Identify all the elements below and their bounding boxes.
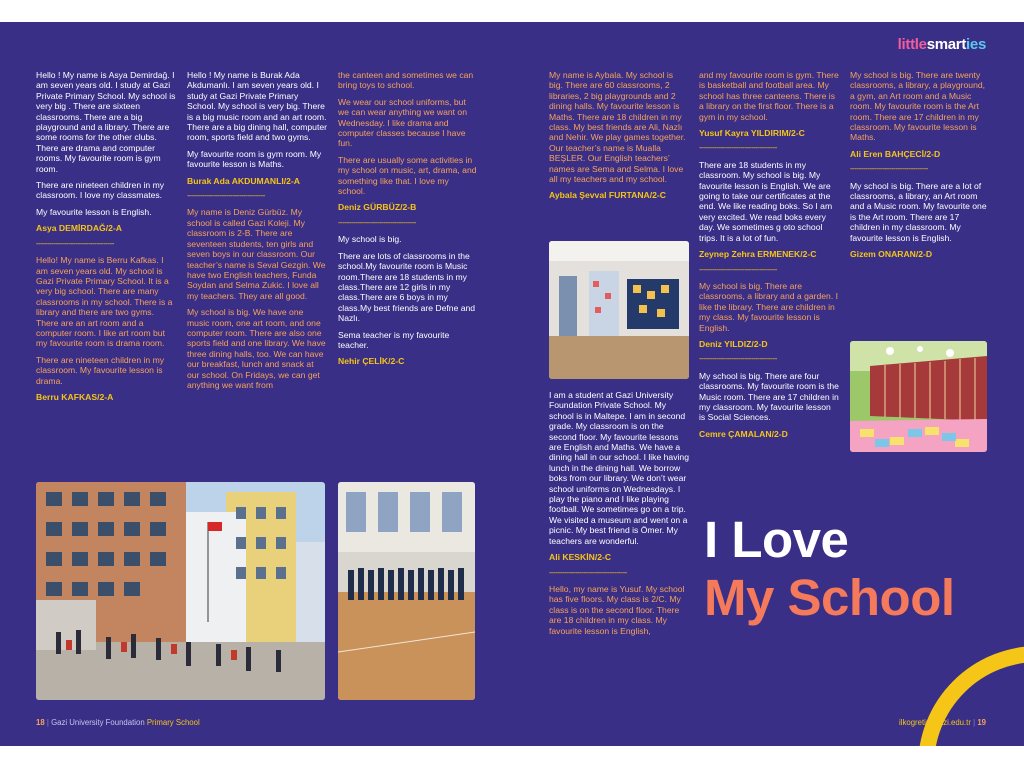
article-text: There are nineteen children in my classroom. I love my classmates. [36,180,165,201]
article-text: My school is big. There are twenty classrooms, a library, a playground, a gym, an Art room and a Music room. My favourite room is the Art room. There are 17 children in my classroom. My favourite lesson is Maths. [850,70,986,143]
article-text: There are 18 students in my classroom. My school is big. My favourite lesson is English. We are going to take our certificates at the end. We like reading boks. So I am very excited. We read boks every day. We sometimes g oto school trips. It is a lot of fun. [699,159,833,243]
author-signature: Zeynep Zehra ERMENEK/2-C [699,249,817,260]
author-signature: Deniz GÜRBÜZ/2-B [338,202,417,213]
author-signature: Ali KESKİN/2-C [549,552,612,563]
article-text: My school is big. [338,234,402,245]
gym-photo [338,482,475,700]
author-signature: Gizem ONARAN/2-D [850,249,933,260]
article-text: Hello ! My name is Asya Demirdağ. I am seven years old. I study at Gazi Private Primary School. My school is very big . There are sixteen classrooms. There are a big playground and a library. There are some rooms for the other clubs. There are drama and computer rooms. My favourite room is gym room. [36,70,176,174]
footer-right: ilkogretim.gazi.edu.tr | 19 [899,718,986,727]
article-text: Sema teacher is my favourite teacher. [338,329,450,350]
article-text: Hello, my name is Yusuf. My school has five floors. My class is 2/C. My class is on the second floor. There are 18 children in my class. My favourite lesson is English, [549,583,685,636]
page-number-right: 19 [977,718,986,727]
divider: ------------------------------------ [699,354,777,364]
author-signature: Yusuf Kayra YILDIRIM/2-C [699,128,805,139]
divider: ------------------------------------ [699,143,777,153]
article-text: the canteen and sometimes we can bring toys to school. [338,70,474,91]
article-text: Hello ! My name is Burak Ada Akdumanlı. I am seven years old. I study at Gazi Private Primary School. My school is very big. There is a big music room and an art room. There are a big dining hall, computer room, sports field and two gyms. [187,70,327,143]
author-signature: Ali Eren BAHÇECİ/2-D [850,148,941,159]
article-text: My school is big. There are four classrooms. My favourite room is the Music room. There are 17 children in my classroom. My favourite lesson is Social Sciences. [699,370,839,423]
author-signature: Nehir ÇELİK/2-C [338,356,405,367]
headline-line-1: I Love [704,511,849,568]
author-signature: Aybala Şevval FURTANA/2-C [549,190,667,201]
footer-left: 18 | Gazi University Foundation Primary School [36,718,200,727]
article-text: and my favourite room is gym. There is basketball and football area. My school has three canteens. There is a library on the first floor. There is a gym in my school. [699,70,839,122]
column-3 [338,70,478,372]
page-number-left: 18 [36,718,45,727]
column-5 [699,70,839,444]
brand-logo: littlesmarties [897,36,986,53]
lockers-corridor-photo [850,341,987,452]
article-text: There are usually some activities in my school on music, art, drama, and something like that. I love my school. [338,154,477,197]
divider: ------------------------------------ [549,567,627,577]
article-text: We wear our school uniforms, but we can wear anything we want on Wednesday. I like drama and computer classes because I have fun. [338,96,467,149]
divider: ------------------------------------ [36,238,114,248]
article-text: My school is big. There are a lot of classrooms, a library, an Art room and a Music room. My favourite one is the Art room. There are 17 children in my classroom. My favourite lesson is English. [850,180,987,243]
article-text: There are lots of classrooms in the school.My favourite room is Music room.There are 18 students in my class.There are 12 girls in my class.There are 6 boys in my class.My best friends are Defne and Nazlı. [338,250,476,324]
author-signature: Burak Ada AKDUMANLI/2-A [187,175,300,186]
school-building-photo [36,482,325,700]
column-6 [850,70,990,265]
divider: ------------------------------------ [699,264,777,274]
decorative-ring [910,628,1024,746]
author-signature: Asya DEMİRDAĞ/2-A [36,223,122,234]
article-text: My school is big. There are classrooms, a library and a garden. I like the library. There are children in my class. My favourite lesson is English. [699,280,838,333]
article-text: My favourite lesson is English. [36,206,152,217]
article-text: My favourite room is gym room. My favourite lesson is Maths. [187,148,322,170]
footer-publication: Gazi University Foundation [51,718,145,727]
article-text: Hello! My name is Berru Kafkas. I am seven years old. My school is Gazi Private Primary School. It is a very big school. There are many classrooms in my school. There is a library and there are two gyms. There are an art room and a computer room. I like art room but my favourite room is drama room. [36,255,173,349]
author-signature: Cemre ÇAMALAN/2-D [699,428,788,439]
footer-highlight: Primary School [146,718,200,727]
author-signature: Deniz YILDIZ/2-D [699,338,768,349]
article-text: My school is big. We have one music room, one art room, and one computer room. There are also one sports field and one library. We have three dining halls, too. We can have our breakfast, lunch and snack at our school. On Fridays, we can get anything we want from [187,307,326,390]
column-4-bottom [549,390,689,642]
article-text: My name is Aybala. My school is big. There are 60 classrooms, 2 libraries, 2 big playgrounds and 2 dining halls. My favourite lesson is Maths. There are 18 children in my class. My best friends are Ali, Nazlı and Nehir. We play games together. Our teacher’s name is Mualla BEŞLER. Our English teachers’ names are Sema and Selma. I love all my teachers and my school. [549,70,686,185]
magazine-spread [0,22,1024,746]
article-text: My name is Deniz Gürbüz. My school is called Gazi Koleji. My classroom is 2-B. There are seventeen students, ten girls and seven boys in our classroom. Our teacher’s name is Seval Gezgin. We have two English teachers, Funda Soydan and Selma Zukic. I love all my teachers. They are all good. [187,207,326,301]
column-2 [187,70,327,396]
divider: ------------------------------------ [338,217,416,227]
column-4-top [549,70,689,206]
divider: ------------------------------------ [850,164,928,174]
footer-url: ilkogretim.gazi.edu.tr [899,718,971,727]
article-text: There are nineteen children in my classroom. My favourite lesson is drama. [36,354,165,386]
article-text: I am a student at Gazi University Foundation Private School. My school is in Maltepe. I am in second grade. My classroom is on the second floor. My favourite lessons are English and Maths. We have a dining hall in our school. I like having lunch in the dining hall. We borrow boks from our library. We don’t wear school uniforms on Wednesdays. I play the piano and I like playing football. We sometimes go on a trip. We visited a museum and went on a picnic. My best friend is Ömer. My teachers are wonderful. [549,390,689,546]
hallway-exhibition-photo [549,241,689,379]
divider: ------------------------------------ [187,191,265,201]
headline-line-2: My School [704,569,955,626]
column-1 [36,70,176,407]
author-signature: Berru KAFKAS/2-A [36,391,114,402]
